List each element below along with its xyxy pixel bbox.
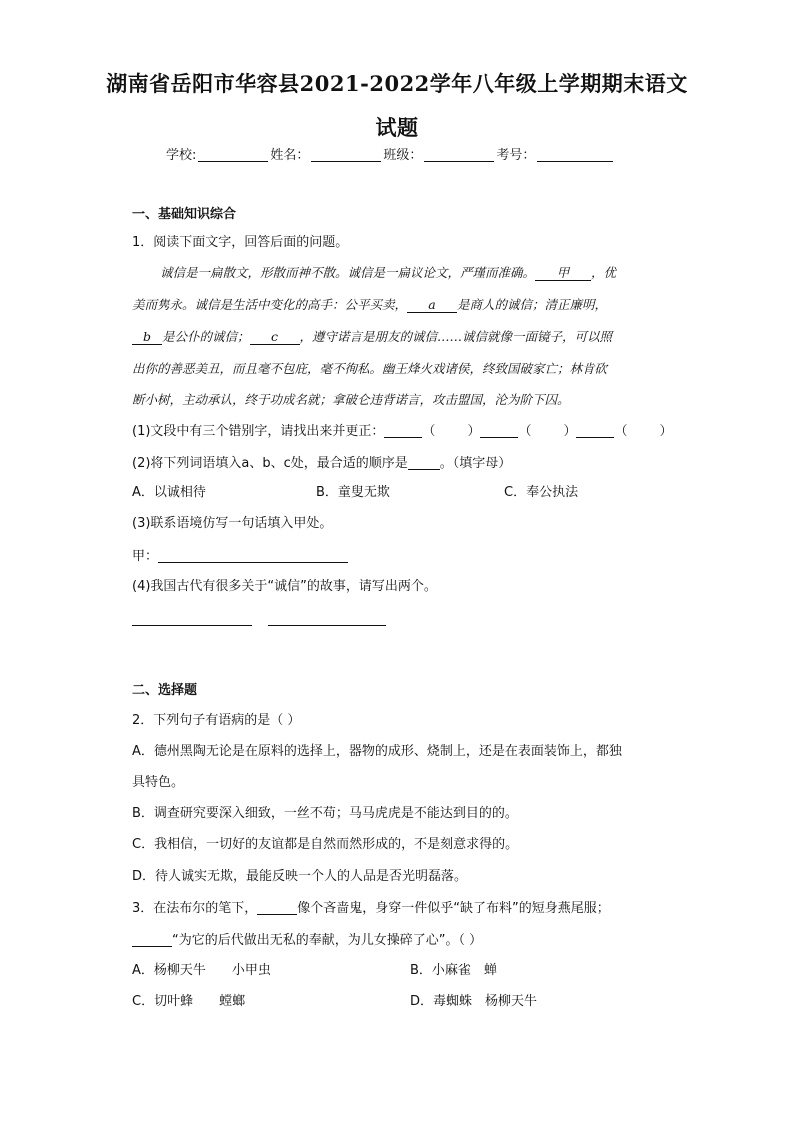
q1-option-c[interactable]: C．奉公执法 <box>504 485 579 500</box>
sub1-answer-3[interactable] <box>576 422 614 438</box>
section1-heading: 一、基础知识综合 <box>132 207 237 222</box>
jia-answer[interactable] <box>158 547 348 563</box>
q1-sub1: (1)文段中有三个错别字，请找出来并更正： （ ） （ ） （ ） <box>132 424 673 439</box>
passage-text: ，遵守诺言是朋友的诚信……诚信就像一面镜子，可以照 <box>299 329 613 344</box>
q3-option-b[interactable]: B．小麻雀 蝉 <box>410 963 497 978</box>
q3-stem <box>132 899 610 918</box>
q2-option-a-cont[interactable]: 具特色。 <box>132 775 185 790</box>
passage-text: 诚信是一扁散文，形散而神不散。诚信是一扁议论文，严瑾而准确。 <box>160 265 536 280</box>
q2-option-a[interactable]: A．德州黑陶无论是在原料的选择上，器物的成形、烧制上，还是在表面装饰上，都独 <box>132 744 622 759</box>
q1-option-b[interactable]: B．童叟无欺 <box>316 485 390 500</box>
story-answer-1[interactable] <box>132 610 252 626</box>
passage-line-5: 断小树，主动承认，终于功成名就；拿破仑违背诺言，攻击盟国，沦为阶下囚。 <box>132 392 570 407</box>
sub1-answer-2[interactable] <box>480 422 518 438</box>
name-field[interactable] <box>311 147 381 162</box>
class-label: 班级： <box>383 148 423 163</box>
jia-label: 甲： <box>132 549 159 564</box>
q2-stem: 2．下列句子有语病的是（ ） <box>132 713 301 728</box>
passage-text: 是商人的诚信；清正廉明， <box>457 297 608 312</box>
q1-sub3: (3)联系语境仿写一句话填入甲处。 <box>132 516 333 531</box>
q3-text: 像个吝啬鬼，身穿一件似乎“缺了布料”的短身燕尾服； <box>297 901 610 916</box>
passage-line-1 <box>160 264 616 282</box>
q1-sub4-answer-row <box>132 610 386 629</box>
sub1-answer-1[interactable] <box>384 422 422 438</box>
blank-c: c <box>250 329 300 345</box>
section2-heading: 二、选择题 <box>132 683 198 698</box>
q3-text: “为它的后代做出无私的奉献，为儿女操碎了心”。（ ） <box>172 933 483 948</box>
exam-title-line2: 试题 <box>375 115 419 140</box>
story-answer-2[interactable] <box>268 610 386 626</box>
student-info-row <box>166 144 615 163</box>
q3-option-c[interactable]: C．切叶蜂 螳螂 <box>132 994 246 1009</box>
q2-option-b[interactable]: B．调查研究要深入细致，一丝不苟；马马虎虎是不能达到目的的。 <box>132 806 518 821</box>
exam-no-label: 考号： <box>496 148 536 163</box>
q3-option-a[interactable]: A．杨柳天牛 小甲虫 <box>132 963 271 978</box>
sub2-answer[interactable] <box>408 454 440 470</box>
sub1-text: (1)文段中有三个错别字，请找出来并更正： <box>132 424 385 439</box>
q3-blank-1[interactable] <box>257 899 297 915</box>
q2-option-c[interactable]: C．我相信，一切好的友谊都是自然而然形成的，不是刻意求得的。 <box>132 837 519 852</box>
blank-b: b <box>132 329 162 345</box>
name-label: 姓名： <box>270 148 310 163</box>
q3-text: 3．在法布尔的笔下， <box>132 901 258 916</box>
class-field[interactable] <box>424 147 494 162</box>
passage-line-4: 出你的善恶美丑，而且毫不包庇，毫不徇私。幽王烽火戏诸侯，终致国破家亡；林肯砍 <box>132 361 608 376</box>
q2-option-d[interactable]: D．待人诚实无欺，最能反映一个人的人品是否光明磊落。 <box>132 869 468 884</box>
blank-a: a <box>407 297 457 313</box>
q3-blank-2[interactable] <box>132 931 172 947</box>
passage-text: ，优 <box>591 265 617 280</box>
blank-jia: 甲 <box>535 265 591 281</box>
q1-sub3-answer-row <box>132 547 348 566</box>
q1-sub2 <box>132 454 511 473</box>
passage-line-2 <box>132 296 607 314</box>
q1-sub4: (4)我国古代有很多关于“诚信”的故事，请写出两个。 <box>132 579 437 594</box>
q3-stem-cont <box>132 931 482 950</box>
q3-option-d[interactable]: D．毒蜘蛛 杨柳天牛 <box>410 994 538 1009</box>
school-field[interactable] <box>198 147 268 162</box>
q1-stem: 1．阅读下面文字，回答后面的问题。 <box>132 235 349 250</box>
school-label: 学校: <box>166 148 197 163</box>
sub2-text: (2)将下列词语填入a、b、c处，最合适的顺序是 <box>132 456 408 471</box>
exam-title-line1: 湖南省岳阳市华容县2021-2022学年八年级上学期期末语文 <box>106 71 688 96</box>
q1-option-a[interactable]: A．以诚相待 <box>132 485 206 500</box>
exam-no-field[interactable] <box>537 147 613 162</box>
passage-text: 是公仆的诚信； <box>162 329 250 344</box>
sub2-text-end: 。（填字母） <box>439 456 512 471</box>
passage-text: 美而隽永。诚信是生活中变化的高手：公平买卖， <box>132 297 408 312</box>
passage-line-3 <box>132 328 612 346</box>
